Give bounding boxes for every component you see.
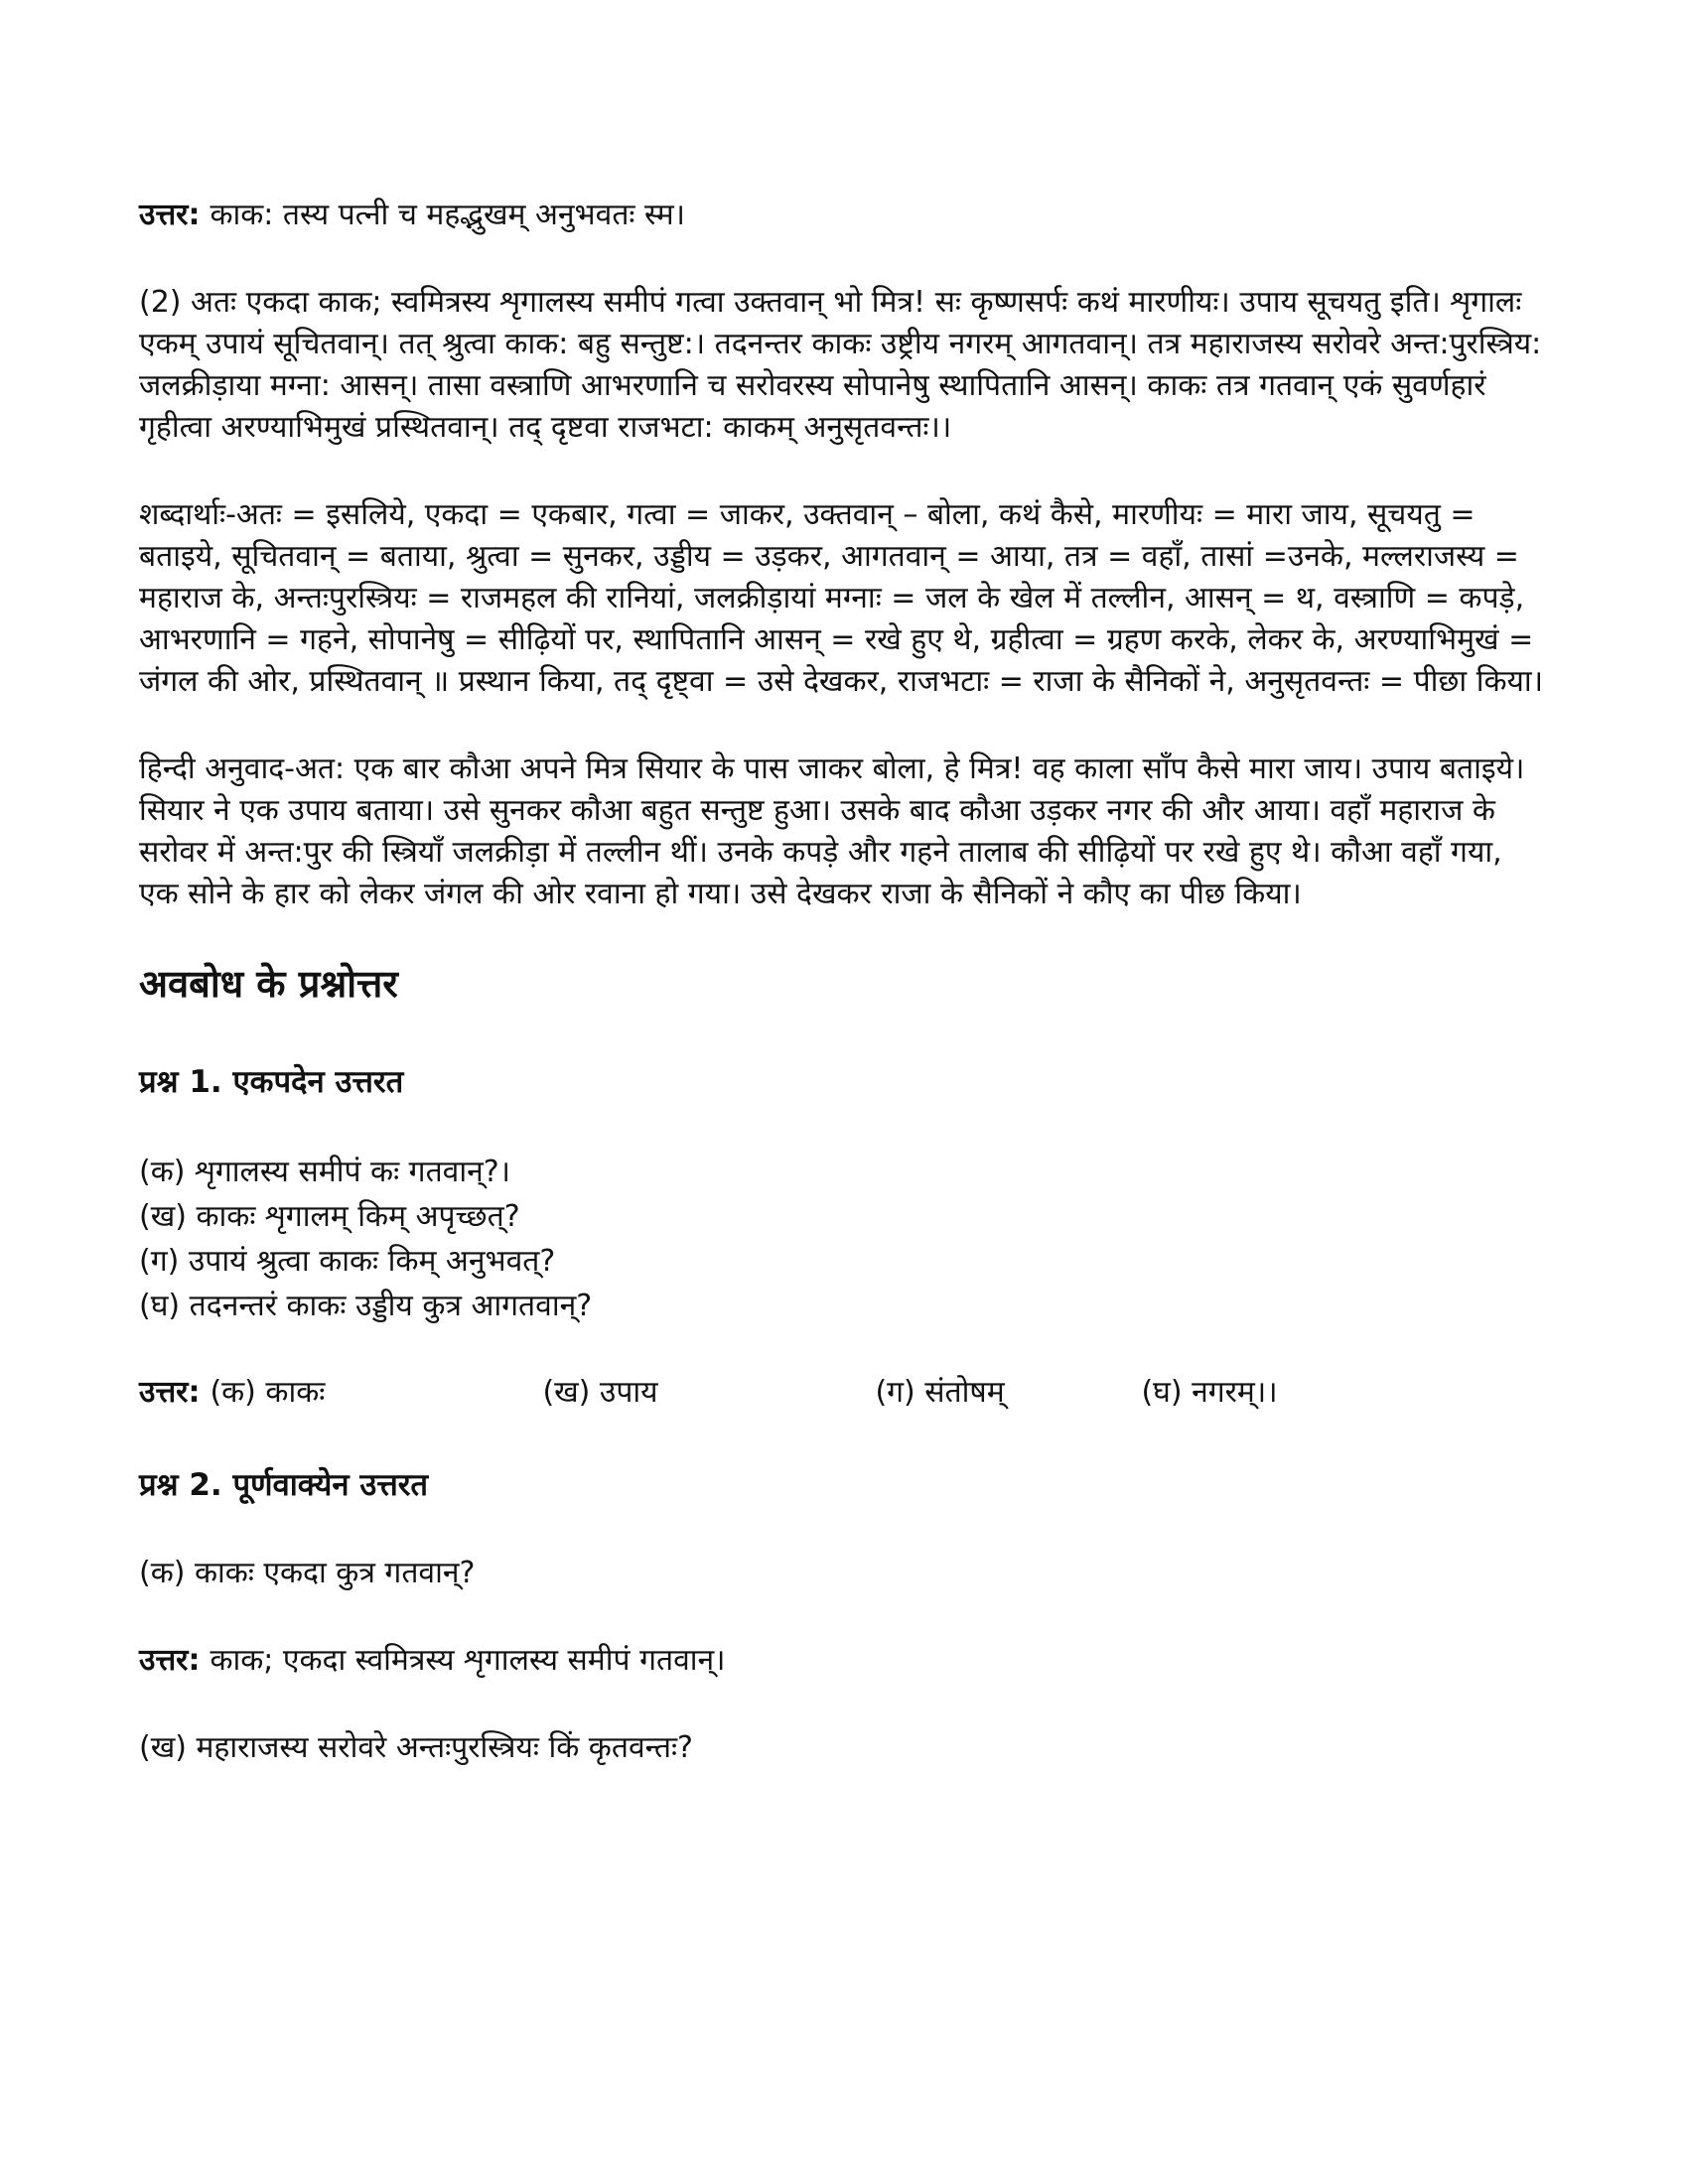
answer-intro-text: काक: तस्य पत्नी च महद्भुखम् अनुभवतः स्म। [210,198,686,232]
question-1-answer-row [139,1372,1549,1414]
question-1-answer-ga: (ग) संतोषम् [875,1375,1005,1410]
question-1-answer-label: उत्तर: [139,1375,201,1410]
question-2b: (ख) महाराजस्य सरोवरे अन्तःपुरस्त्रियः किं कृतवन्तः? [139,1730,693,1765]
answer-intro-label: उत्तर: [139,198,201,232]
section-heading: अवबोध के प्रश्नोत्तर [139,962,398,1006]
question-2a-answer-label: उत्तर: [139,1643,201,1678]
answer-intro-line [139,195,1549,236]
question-1-item-gha: (घ) तदनन्तरं काकः उड्डीय कुत्र आगतवान्? [139,1289,593,1323]
question-2a-answer-text: काक; एकदा स्वमित्रस्य शृगालस्य समीपं गतवान्। [210,1643,726,1678]
hindi-anuvad-paragraph: हिन्दी अनुवाद-अत: एक बार कौआ अपने मित्र सियार के पास जाकर बोला, हे मित्र! वह काला साँप कैसे मारा जाय। उपाय बताइये। सियार ने एक उपाय बताया। उसे सुनकर कौआ बहुत सन्तुष्ट हुआ। उसके बाद कौआ उड़कर नगर की और आया। वहाँ महाराज के सरोवर में अन्त:पुर की स्त्रियाँ जलक्रीड़ा में तल्लीन थीं। उनके कपड़े और गहने तालाब की सीढ़ियों पर रखे हुए थे। कौआ वहाँ गया, एक सोने के हार को लेकर जंगल की ओर रवाना हो गया। उसे देखकर राजा के सैनिकों ने कौए का पीछ किया। [139,751,1525,911]
question-1-list [139,1150,1549,1328]
question-1-item-kha: (ख) काकः शृगालम् किम् अपृच्छत्? [139,1199,520,1234]
question-2a: (क) काकः एकदा कुत्र गतवान्? [139,1556,476,1590]
question-1-item-ga: (ग) उपायं श्रुत्वा काकः किम् अनुभवत्? [139,1244,556,1279]
question-1-answer-kha: (ख) उपाय [542,1375,658,1410]
question-1-item-ka: (क) शृगालस्य समीपं कः गतवान्?। [139,1155,511,1189]
shabdarth-paragraph: शब्दार्थाः-अतः = इसलिये, एकदा = एकबार, गत्वा = जाकर, उक्तवान् – बोला, कथं कैसे, मारणीयः = मारा जाय, सूचयतु = बताइये, सूचितवान् = बताया, श्रुत्वा = सुनकर, उड्डीय = उड़कर, आगतवान् = आया, तत्र = वहाँ, तासां =उनके, मल्लराजस्य = महाराज के, अन्तःपुरस्त्रियः = राजमहल की रानियां, जलक्रीड़ायां मग्नाः = जल के खेल में तल्लीन, आसन् = थ, वस्त्राणि = कपड़े, आभरणानि = गहने, सोपानेषु = सीढ़ियों पर, स्थापितानि आसन् = रखे हुए थे, ग्रहीत्वा = ग्रहण करके, लेकर के, अरण्याभिमुखं = जंगल की ओर, प्रस्थितवान् ॥ प्रस्थान किया, तद् दृष्ट्वा = उसे देखकर, राजभटाः = राजा के सैनिकों ने, अनुसृतवन्तः = पीछा किया। [139,497,1544,699]
question-1-answer-ka: (क) काकः [210,1375,326,1410]
sanskrit-paragraph: (2) अतः एकदा काक; स्वमित्रस्य शृगालस्य समीपं गत्वा उक्तवान् भो मित्र! सः कृष्णसर्पः कथं मारणीयः। उपाय सूचयतु इति। शृगालः एकम् उपायं सूचितवान्। तत् श्रुत्वा काक: बहु सन्तुष्ट:। तदनन्तर काकः उष्ट्रीय नगरम् आगतवान्। तत्र महाराजस्य सरोवरे अन्त:पुरस्त्रिय: जलक्रीड़ाया मग्ना: आसन्। तासा वस्त्राणि आभरणानि च सरोवरस्य सोपानेषु स्थापितानि आसन्। काकः तत्र गतवान् एकं सुवर्णहारं गृहीत्वा अरण्याभिमुखं प्रस्थितवान्। तद् दृष्टवा राजभटा: काकम् अनुसृतवन्तः।। [139,285,1542,445]
question-1-heading: प्रश्न 1. एकपदेन उत्तरत [139,1064,404,1100]
question-2-heading: प्रश्न 2. पूर्णवाक्येन उत्तरत [139,1467,429,1503]
question-1-answer-gha: (घ) नगरम्।। [1141,1375,1278,1410]
question-2a-answer [139,1640,1549,1682]
